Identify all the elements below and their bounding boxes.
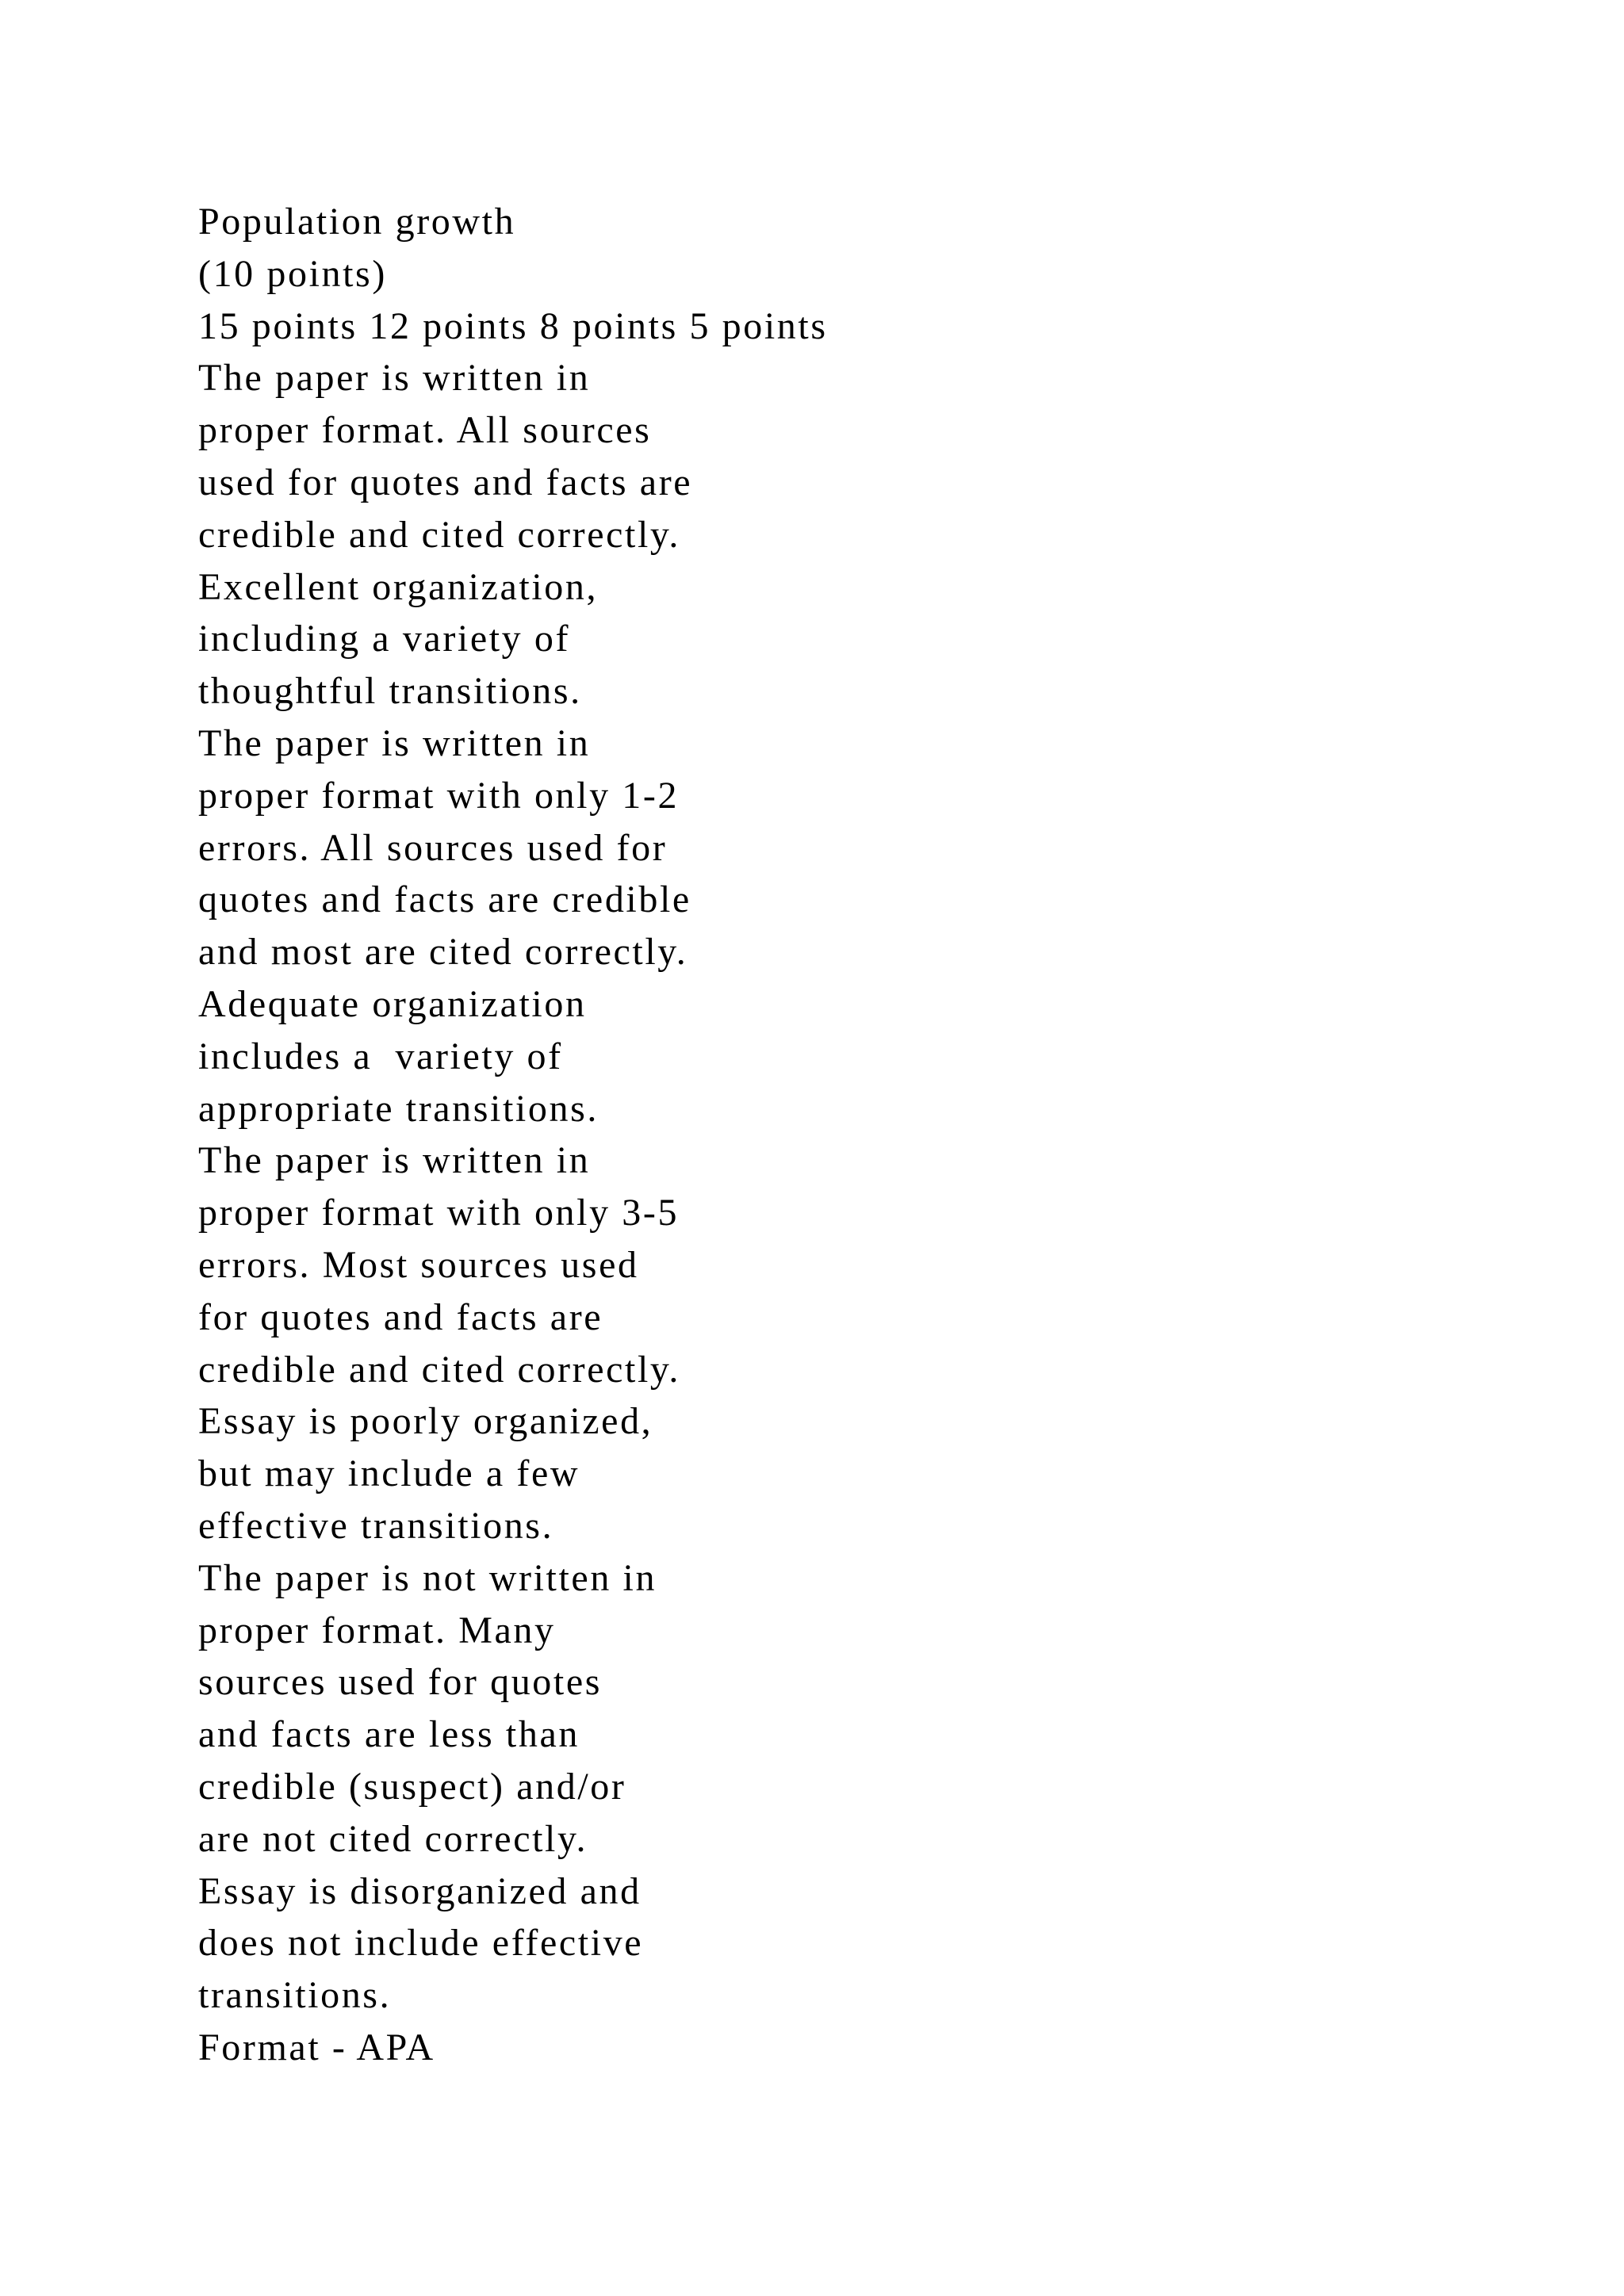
text-line: are not cited correctly.: [198, 1817, 588, 1860]
text-line: and facts are less than: [198, 1713, 580, 1756]
text-line: The paper is written in: [198, 1139, 591, 1182]
text-line: transitions.: [198, 1974, 392, 2017]
text-line: The paper is written in: [198, 357, 591, 400]
section-title: Population growth: [198, 201, 516, 243]
text-line: Essay is poorly organized,: [198, 1400, 653, 1443]
text-line: credible and cited correctly.: [198, 1348, 680, 1391]
text-line: appropriate transitions.: [198, 1087, 599, 1130]
text-line: used for quotes and facts are: [198, 461, 693, 503]
text-line: for quotes and facts are: [198, 1295, 603, 1338]
text-line: including a variety of: [198, 618, 571, 660]
text-line: effective transitions.: [198, 1504, 554, 1547]
text-line: proper format. All sources: [198, 409, 652, 452]
text-line: includes a variety of: [198, 1035, 563, 1077]
text-line: sources used for quotes: [198, 1661, 603, 1704]
text-line: thoughtful transitions.: [198, 670, 582, 713]
text-line: and most are cited correctly.: [198, 931, 688, 974]
text-line: does not include effective: [198, 1922, 644, 1965]
text-line: proper format with only 1-2: [198, 774, 680, 817]
text-line: Essay is disorganized and: [198, 1869, 642, 1912]
text-line: The paper is written in: [198, 721, 591, 764]
text-line: Adequate organization: [198, 982, 587, 1025]
text-line: proper format. Many: [198, 1609, 556, 1651]
text-line: credible (suspect) and/or: [198, 1765, 626, 1808]
points-scale: 15 points 12 points 8 points 5 points: [198, 304, 828, 347]
text-line: errors. Most sources used: [198, 1243, 639, 1286]
section-points: (10 points): [198, 252, 387, 295]
format-label: Format - APA: [198, 2026, 435, 2068]
text-line: errors. All sources used for: [198, 826, 668, 869]
text-line: quotes and facts are credible: [198, 878, 691, 921]
text-line: The paper is not written in: [198, 1556, 657, 1599]
text-line: but may include a few: [198, 1452, 580, 1495]
rubric-text-block: [198, 196, 828, 2074]
text-line: Excellent organization,: [198, 565, 599, 608]
text-line: credible and cited correctly.: [198, 513, 680, 556]
text-line: proper format with only 3-5: [198, 1192, 680, 1234]
